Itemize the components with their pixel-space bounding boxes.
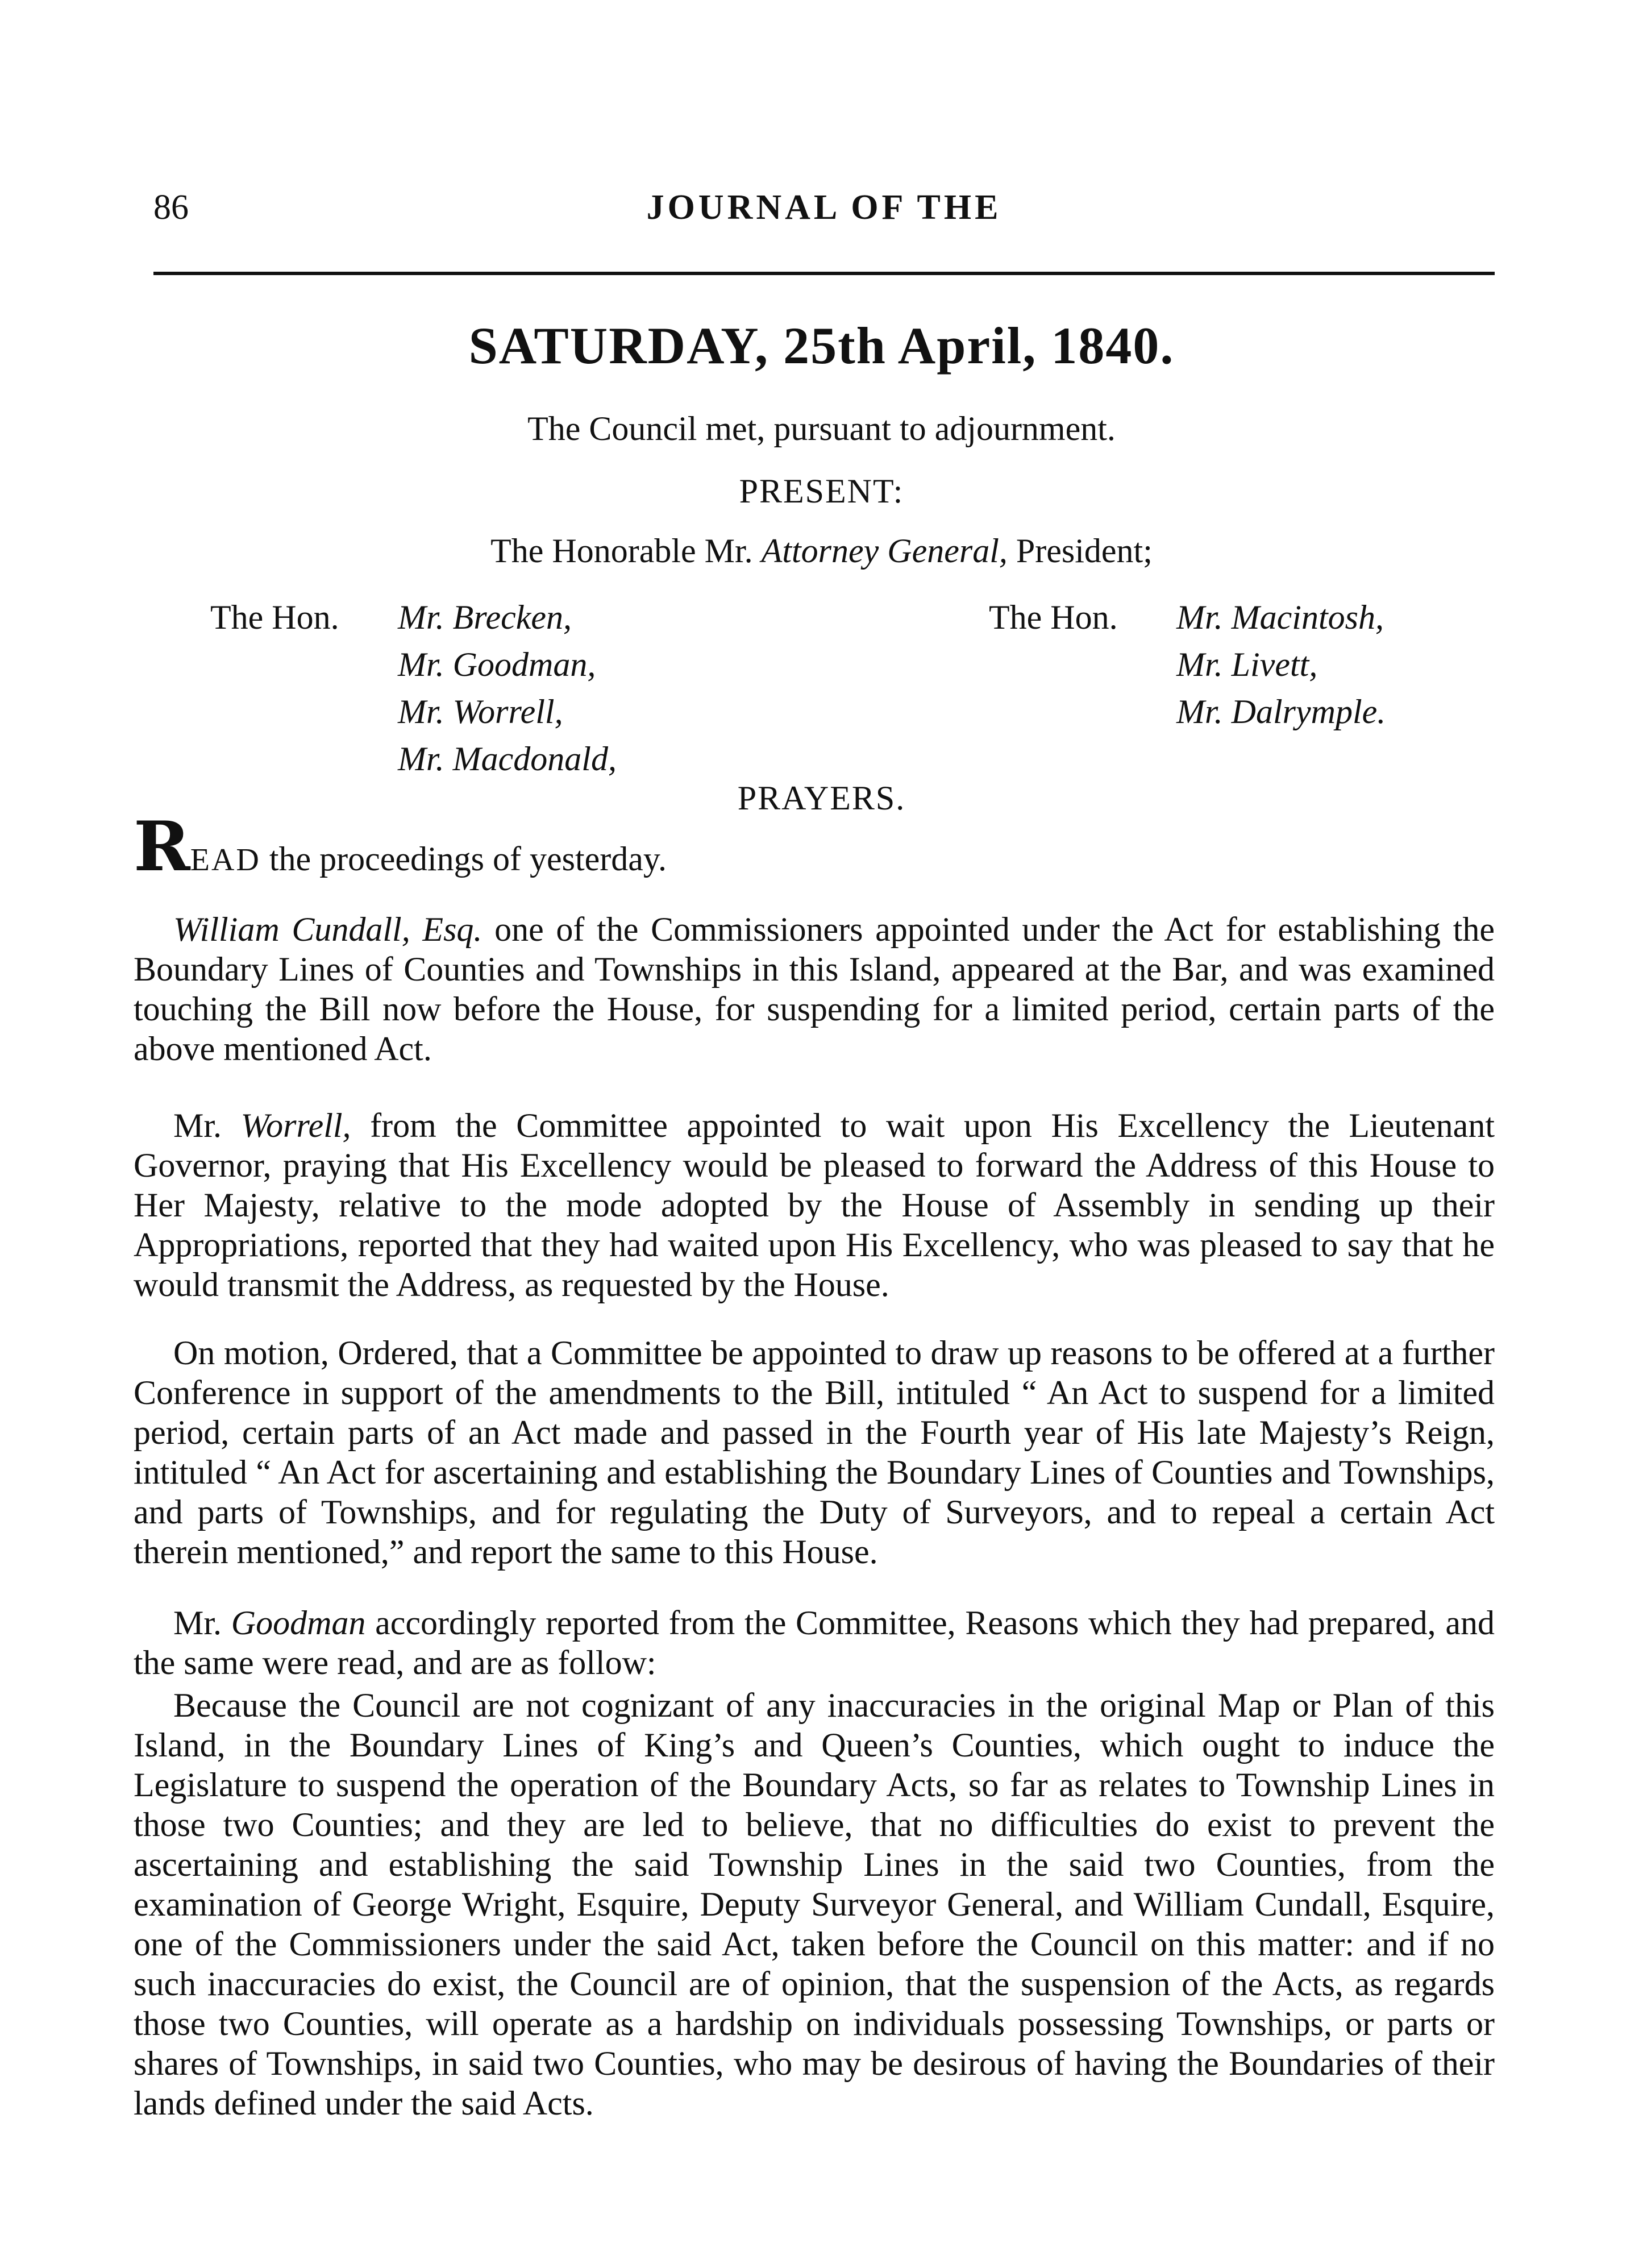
present-label: PRESENT:: [739, 472, 904, 510]
member-row: [989, 594, 1386, 641]
person-name: Goodman: [231, 1604, 366, 1642]
member-row: [989, 688, 1386, 736]
paragraph-reasons: [134, 1685, 1495, 2123]
sitting-date-heading: SATURDAY, 25th April, 1840.: [468, 317, 1175, 375]
member-row: [210, 641, 617, 688]
prayers-label: PRAYERS.: [737, 779, 906, 817]
members-list-left: [210, 594, 617, 783]
person-name: Worrell,: [240, 1107, 351, 1144]
paragraph-text: accordingly reported from the Committee, Reasons which they had prepared, and the same were read, and are as follow:: [134, 1604, 1495, 1681]
small-caps-word: EAD: [190, 842, 261, 878]
members-list-right: [989, 594, 1386, 736]
member-row: [210, 688, 617, 736]
title-prefix: Mr.: [173, 1107, 241, 1144]
member-name: Mr. Macintosh,: [1176, 599, 1384, 636]
member-name: Mr. Macdonald,: [398, 740, 617, 778]
member-name: Mr. Worrell,: [398, 693, 563, 730]
president-line: [0, 531, 1643, 571]
president-title: President;: [1016, 532, 1153, 570]
paragraph-cundall-examined: [134, 909, 1495, 1069]
header-rule: [153, 272, 1495, 275]
member-name: Mr. Brecken,: [398, 599, 572, 636]
paragraph-text: Because the Council are not cognizant of any inaccuracies in the original Map or Plan of this Island, in the Boundary Lines of King’s and Queen’s Counties, which ought to induce the Legislature to suspend the operation of the Boundary Acts, so far as relates to Township Lines in those two Counties; and they are led to believe, that no difficulties do exist to prevent the ascertaining and establishing the said Township Lines in the said two Counties, from the examination of George Wright, Esquire, Deputy Surveyor General, and William Cundall, Esquire, one of the Commissioners under the said Act, taken before the Council on this matter: and if no such inaccuracies do exist, the Council are of opinion, that the suspension of the Acts, as regards those two Counties, will operate as a hardship on individuals possessing Townships, or parts or shares of Townships, in said two Counties, who may be desirous of having the Boundaries of their lands defined under the said Acts.: [134, 1687, 1495, 2122]
title-prefix: Mr.: [173, 1604, 231, 1642]
drop-cap: R: [134, 807, 190, 887]
page-number: 86: [153, 188, 189, 227]
paragraph-text: the proceedings of yesterday.: [260, 840, 667, 878]
paragraph-motion-committee: [134, 1333, 1495, 1572]
hon-label: The Hon.: [210, 599, 339, 636]
president-prefix: The Honorable Mr.: [490, 532, 753, 570]
running-head: [153, 188, 1495, 239]
council-met-line: The Council met, pursuant to adjournment.: [527, 410, 1116, 447]
president-name: Attorney General,: [761, 532, 1008, 570]
paragraph-text: On motion, Ordered, that a Committee be appointed to draw up reasons to be offered at a further Conference in support of the amendments to the Bill, intituled “ An Act to suspend for a limited period, certain parts of an Act made and passed in the Fourth year of His late Majesty’s Reign, intituled “ An Act for ascertaining and establishing the Boundary Lines of Counties and Townships, and parts of Townships, and for regulating the Duty of Surveyors, and to repeal a certain Act therein mentioned,” and report the same to this House.: [134, 1334, 1495, 1571]
person-name: William Cundall, Esq.: [173, 911, 482, 948]
member-name: Mr. Dalrymple.: [1176, 693, 1386, 730]
paragraph-text: from the Committee appointed to wait upon His Excellency the Lieutenant Governor, praying that His Excellency would be pleased to forward the Address of this House to Her Majesty, relative to the mode adopted by the House of Assembly in sending up their Appropriations, reported that they had waited upon His Excellency, who was pleased to say that he would transmit the Address, as requested by the House.: [134, 1107, 1495, 1303]
member-row: [210, 594, 617, 641]
paragraph-text: one of the Commissioners appointed under the Act for establishing the Boundary Lines of Counties and Townships in this Island, appeared at the Bar, and was examined touching the Bill now before the House, for suspending for a limited period, certain parts of the above mentioned Act.: [134, 911, 1495, 1067]
paragraph-read-proceedings: [134, 807, 1495, 887]
paragraph-goodman-report: [134, 1603, 1495, 1683]
member-name: Mr. Goodman,: [398, 646, 596, 683]
member-row: [210, 736, 617, 783]
member-name: Mr. Livett,: [1176, 646, 1318, 683]
member-row: [989, 641, 1386, 688]
paragraph-worrell-report: [134, 1106, 1495, 1305]
hon-label: The Hon.: [989, 599, 1118, 636]
journal-title: JOURNAL OF THE: [646, 188, 1002, 227]
